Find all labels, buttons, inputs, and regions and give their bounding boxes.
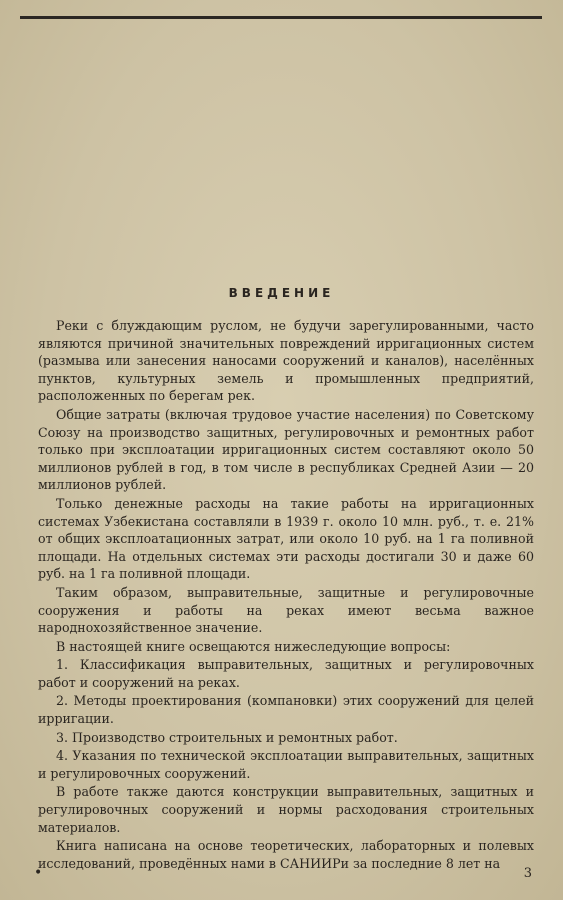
paragraph: В работе также даются конструкции выправительных, защитных и регулировочных сооружений и нормы расходования строительных материалов. [38,784,534,835]
top-rule [20,16,542,19]
paragraph: Книга написана на основе теоретических, лабораторных и полевых исследований, проведённых нами в САНИИРи за последние 8 лет на [38,838,534,871]
chapter-heading: ВВЕДЕНИЕ [228,286,335,300]
paragraph: Общие затраты (включая трудовое участие населения) по Советскому Союзу на производство защитных, регулировочных и ремонтных работ только при эксплоатации ирригационных систем составляют около 50 миллионов рублей в год, в том числе в республиках Средней Азии — 20 миллионов рублей. [38,406,534,493]
body-text [38,317,534,873]
list-item: 1. Классификация выправительных, защитных и регулировочных работ и сооружений на реках. [38,657,534,690]
paragraph: Таким образом, выправительные, защитные и регулировочные сооружения и работы на реках имеют весьма важное народнохозяйственное значение. [38,584,534,636]
footer-mark: • [34,865,43,881]
page-number: 3 [523,866,532,881]
paragraph: В настоящей книге освещаются нижеследующие вопросы: [56,638,451,654]
paragraph: Реки с блуждающим руслом, не будучи зарегулированными, часто являются причиной значительных повреждений ирригационных систем (размыва или занесения наносами сооружений и каналов), населённых пунктов, культурных земель и промышленных предприятий, расположенных по берегам рек. [38,318,534,404]
list-item: 3. Производство строительных и ремонтных работ. [56,729,398,745]
list-item: 4. Указания по технической эксплоатации выправительных, защитных и регулировочных сооружений. [38,748,534,781]
list-item: 2. Методы проектирования (компановки) этих сооружений для целей ирригации. [38,693,534,727]
page-footer [34,866,532,880]
paragraph: Только денежные расходы на такие работы на ирригационных системах Узбекистана составляли в 1939 г. около 10 млн. руб., т. е. 21% от общих эксплоатационных затрат, или около 10 руб. на 1 га поливной площади. На отдельных системах эти расходы достигали 30 и даже 60 руб. на 1 га поливной площади. [38,495,534,582]
